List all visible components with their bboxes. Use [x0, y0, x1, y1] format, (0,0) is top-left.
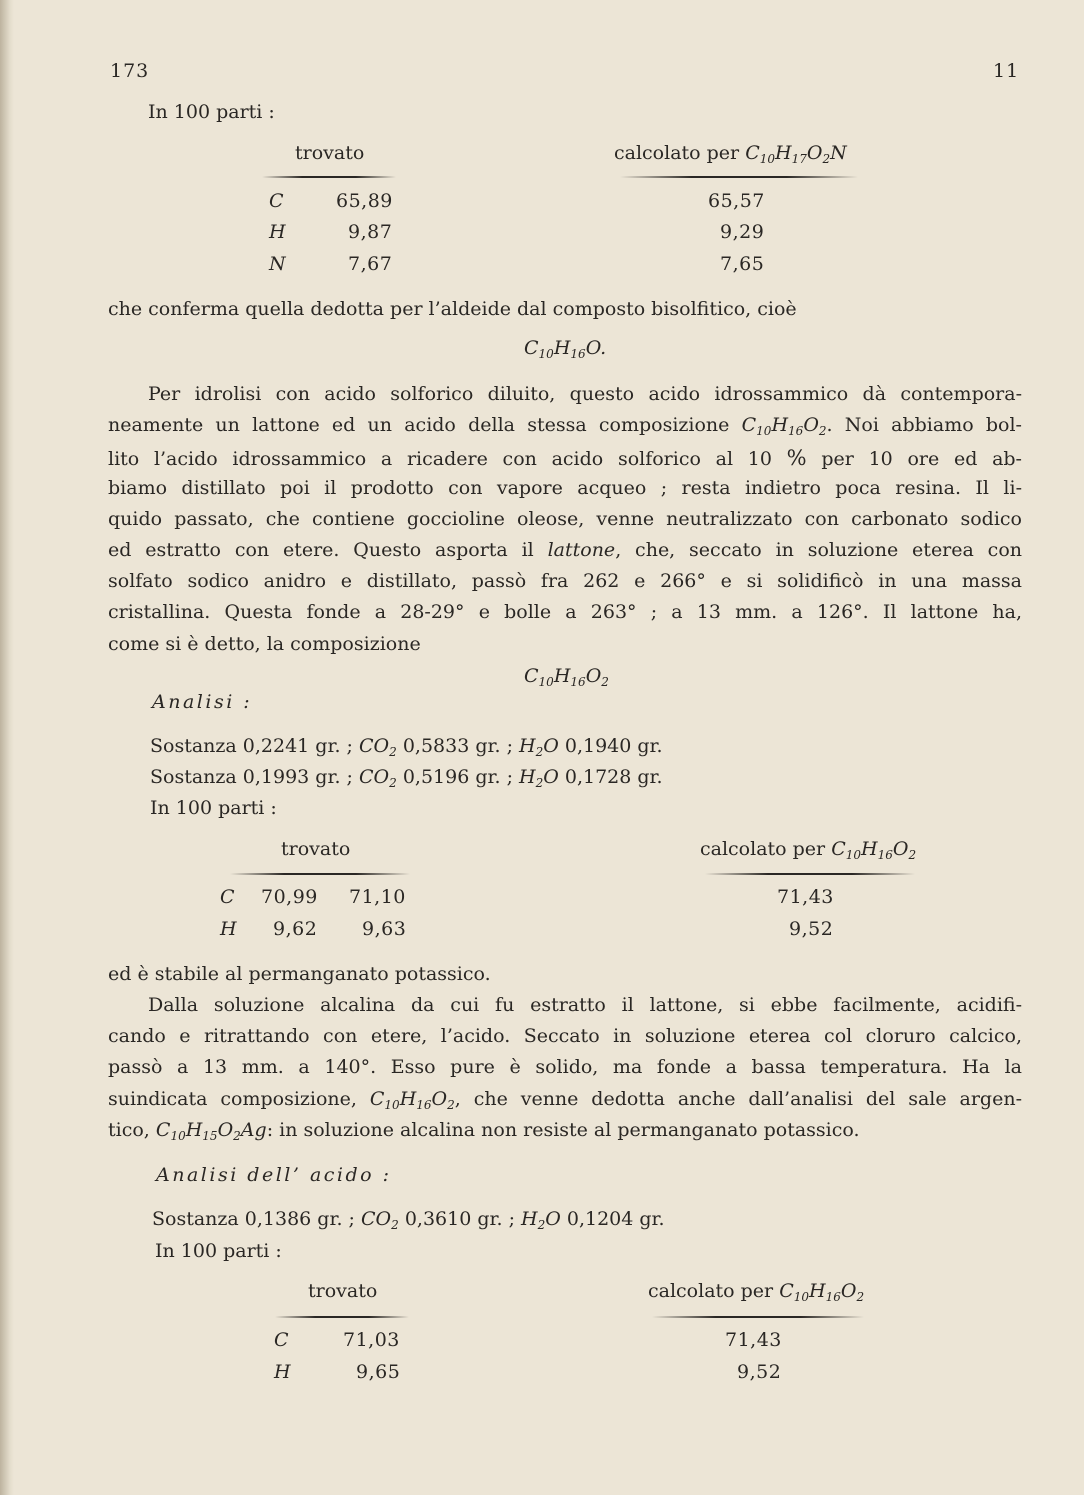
para2-line: Per idrolisi con acido solforico diluito, questo acido idrossammico dà contempora-	[148, 383, 1022, 405]
formula-c10h16o2: $C_{10}H_{16}O_2$	[741, 414, 827, 438]
table-row-found-1: 70,99	[261, 886, 318, 908]
table-row-el: N	[269, 253, 287, 275]
para2-line: quido passato, che contiene goccioline oleose, venne neutralizzato con carbonato sodico	[108, 508, 1022, 530]
analisi1-sample-1: Sostanza 0,2241 gr. ; $CO_2$ 0,5833 gr. ; $H_2O$ 0,1940 gr.	[150, 735, 663, 759]
percent-sign: %	[786, 446, 807, 470]
table-row-found: 9,87	[348, 221, 393, 243]
table-row-found: 7,67	[348, 253, 393, 275]
page-number-right: 11	[993, 60, 1020, 82]
page-spine-shadow	[0, 0, 14, 1495]
table-row-el: H	[269, 221, 287, 243]
analisi1-heading: Analisi :	[152, 691, 253, 713]
analisi2-calc-rule	[652, 1316, 864, 1318]
para2-line: solfato sodico anidro e distillato, passò fra 262 e 266° e si solidificò in una massa	[108, 570, 1022, 592]
page-number-left: 173	[110, 60, 150, 82]
table-row-calc: 65,57	[708, 190, 765, 212]
analisi1-calc-rule	[705, 873, 915, 875]
analisi1-sample-2: Sostanza 0,1993 gr. ; $CO_2$ 0,5196 gr. ; $H_2O$ 0,1728 gr.	[150, 766, 663, 790]
para2-line: ed estratto con etere. Questo asporta il lattone, che, seccato in soluzione eterea con	[108, 539, 1022, 561]
analisi2-found-header: trovato	[308, 1280, 378, 1302]
table-row-el: C	[220, 886, 236, 908]
table-row-found-2: 71,10	[349, 886, 406, 908]
para2-line: cristallina. Questa fonde a 28-29° e bolle a 263° ; a 13 mm. a 126°. Il lattone ha,	[108, 601, 1022, 623]
analisi2-found-rule	[275, 1316, 409, 1318]
para2-line: lito l’acido idrossammico a ricadere con acido solforico al 10 % per 10 ore ed ab-	[108, 446, 1022, 470]
para3-line: ed è stabile al permanganato potassico.	[108, 963, 491, 985]
table-row-calc: 9,52	[789, 918, 834, 940]
analisi1-found-header: trovato	[281, 838, 351, 860]
table-row-el: C	[269, 190, 285, 212]
formula-c10h15o2ag: $C_{10}H_{15}O_2Ag$	[155, 1119, 267, 1143]
para3-line: passò a 13 mm. a 140°. Esso pure è solido, ma fonde a bassa temperatura. Ha la	[108, 1056, 1022, 1078]
table-row-el: H	[274, 1361, 292, 1383]
analisi1-found-rule	[230, 873, 410, 875]
formula-c10h16o: $C_{10}H_{16}O$.	[524, 337, 607, 361]
table-row-el: H	[220, 918, 238, 940]
block1-calc-header: calcolato per $C_{10}H_{17}O_2N$	[614, 142, 847, 166]
analisi1-intro: In 100 parti :	[150, 797, 277, 819]
block1-found-header: trovato	[295, 142, 365, 164]
para2-line: neamente un lattone ed un acido della stessa composizione $C_{10}H_{16}O_2$. Noi abbiamo bol-	[108, 414, 1022, 438]
para3-line: suindicata composizione, $C_{10}H_{16}O_2$, che venne dedotta anche dall’analisi del sale argen-	[108, 1088, 1022, 1112]
para1-line: che conferma quella dedotta per l’aldeide dal composto bisolfitico, cioè	[108, 298, 797, 320]
table-row-el: C	[274, 1329, 290, 1351]
table-row-found-2: 9,63	[362, 918, 407, 940]
table-row-calc: 71,43	[725, 1329, 782, 1351]
formula-c10h16o2: $C_{10}H_{16}O_2$	[524, 665, 609, 689]
table-row-calc: 9,52	[737, 1361, 782, 1383]
para2-line: biamo distillato poi il prodotto con vapore acqueo ; resta indietro poca resina. Il li-	[108, 477, 1022, 499]
analisi2-heading: Analisi dell’ acido :	[156, 1164, 392, 1186]
block1-intro: In 100 parti :	[148, 101, 275, 123]
block1-found-rule	[262, 176, 396, 178]
table-row-found: 65,89	[336, 190, 393, 212]
formula-c10h17o2n: $C_{10}H_{17}O_2N$	[745, 142, 847, 166]
table-row-found-1: 9,62	[273, 918, 318, 940]
para2-line: come si è detto, la composizione	[108, 633, 421, 655]
table-row-found: 71,03	[343, 1329, 400, 1351]
analisi1-calc-header: calcolato per $C_{10}H_{16}O_2$	[700, 838, 917, 862]
para3-line: cando e ritrattando con etere, l’acido. Seccato in soluzione eterea col cloruro calcico,	[108, 1025, 1022, 1047]
table-row-found: 9,65	[356, 1361, 401, 1383]
table-row-calc: 71,43	[777, 886, 834, 908]
analisi2-intro: In 100 parti :	[155, 1240, 282, 1262]
analisi2-sample-1: Sostanza 0,1386 gr. ; $CO_2$ 0,3610 gr. ; $H_2O$ 0,1204 gr.	[152, 1208, 665, 1232]
para3-line: tico, $C_{10}H_{15}O_2Ag$: in soluzione alcalina non resiste al permanganato potassico.	[108, 1119, 860, 1143]
table-row-calc: 7,65	[720, 253, 765, 275]
analisi2-calc-header: calcolato per $C_{10}H_{16}O_2$	[648, 1280, 865, 1304]
block1-calc-rule	[620, 176, 858, 178]
table-row-calc: 9,29	[720, 221, 765, 243]
para3-line: Dalla soluzione alcalina da cui fu estratto il lattone, si ebbe facilmente, acidifi-	[148, 994, 1022, 1016]
